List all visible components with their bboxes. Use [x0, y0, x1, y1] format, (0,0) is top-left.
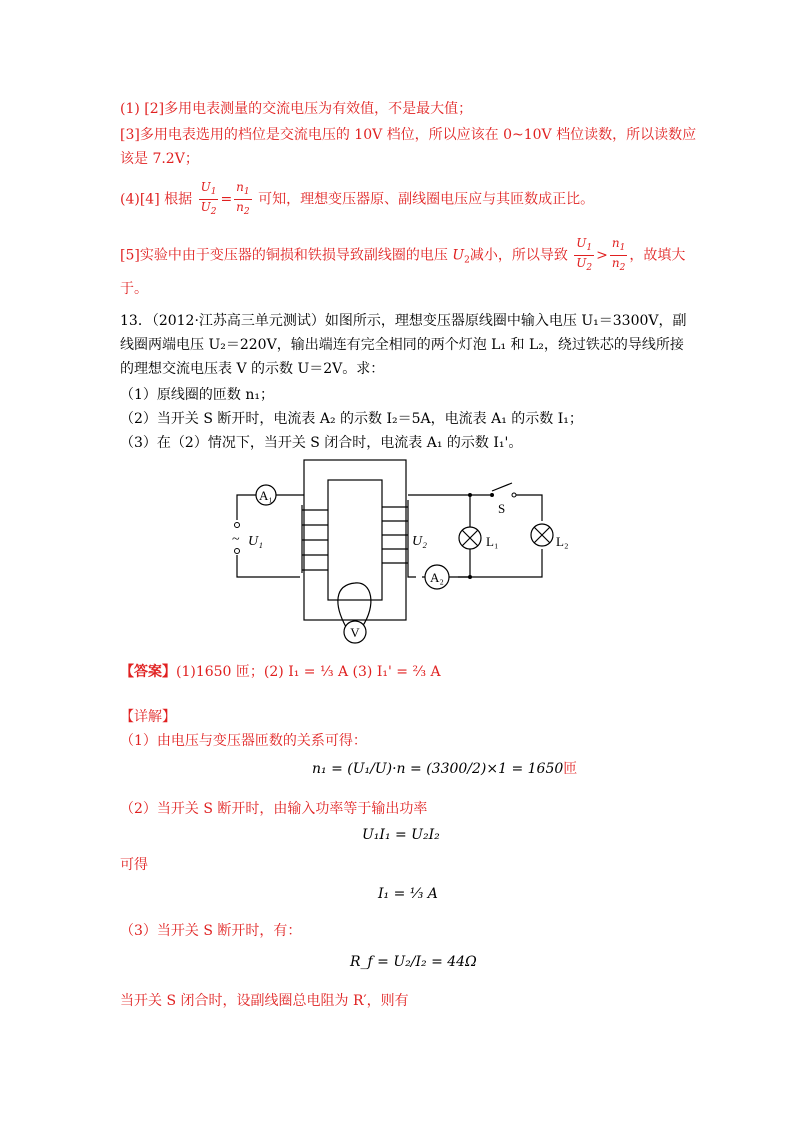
ratio-u1-u2: $\frac{U_1}{U_2}$ — [200, 180, 217, 217]
u2-label: U₂ — [412, 534, 427, 549]
problem-line-3: 的理想交流电压表 V 的示数 U＝2V。求： — [120, 361, 385, 377]
equation-n1: n₁ = (U₁/U)·n = (3300/2)×1 = 1650匝 — [312, 761, 578, 777]
answer-text: (1)1650 匝；(2) I₁ = ⅓ A (3) I₁' = ⅔ A — [176, 664, 441, 680]
answer-line — [120, 663, 441, 681]
detail-step-4: 当开关 S 闭合时，设副线圈总电阻为 R′，则有 — [120, 993, 409, 1009]
ammeter-a2-label: A₂ — [430, 570, 444, 585]
solution-line-2: [3]多用电表选用的档位是交流电压的 10V 档位，所以应该在 0~10V 档位读数，所以读数应 — [120, 127, 697, 143]
voltmeter-v-label: V — [350, 625, 360, 640]
equation-power: U₁I₁ = U₂I₂ — [362, 827, 440, 843]
problem-line-2: 线圈两端电压 U₂＝220V，输出端连有完全相同的两个灯泡 L₁ 和 L₂，绕过铁芯的导线所接 — [120, 337, 684, 353]
u1-label: U₁ — [248, 534, 263, 549]
answer-label: 【答案】 — [120, 664, 176, 680]
switch-s-label: S — [498, 501, 506, 516]
detail-step-3: （3）当开关 S 断开时，有： — [120, 923, 302, 939]
question-1: （1）原线圈的匝数 n₁； — [120, 387, 274, 403]
ammeter-a1-label: A₁ — [259, 488, 273, 503]
detail-step-1: （1）由电压与变压器匝数的关系可得： — [120, 733, 367, 749]
ac-symbol: ~ — [232, 532, 240, 547]
transformer-circuit-diagram — [222, 455, 582, 655]
solution-line-4: (4)[4] 根据 $\frac{U_1}{U_2}$ = $\frac{n_1}{n_2}$ 可知，理想变压器原、副线圈电压应与其匝数成正比。 — [120, 180, 595, 217]
equation-i1: I₁ = ⅓ A — [378, 886, 438, 902]
solution-line-5: [5]实验中由于变压器的铜损和铁损导致副线圈的电压 $U_2$减小，所以导致 $\frac{U_1}{U_2}$ > $\frac{n_1}{n_2}$ ，故填大 — [120, 236, 686, 273]
problem-line-1: 13．（2012·江苏高三单元测试）如图所示，理想变压器原线圈中输入电压 U₁＝3300V，副 — [120, 313, 687, 329]
question-3: （3）在（2）情况下，当开关 S 闭合时，电流表 A₁ 的示数 I₁'。 — [120, 435, 523, 451]
solution-line-6: 于。 — [120, 281, 148, 297]
ratio-n1-n2: $\frac{n_1}{n_2}$ — [236, 180, 250, 217]
detail-label: 【详解】 — [120, 709, 176, 725]
detail-step-2b: 可得 — [120, 857, 148, 873]
solution-line-1: (1) [2]多用电表测量的交流电压为有效值，不是最大值； — [120, 101, 473, 117]
solution-line-3: 该是 7.2V； — [120, 151, 199, 167]
lamp-l1-label: L₁ — [486, 534, 499, 549]
lamp-l2-label: L₂ — [556, 534, 569, 549]
question-2: （2）当开关 S 断开时，电流表 A₂ 的示数 I₂＝5A，电流表 A₁ 的示数 I₁； — [120, 411, 583, 427]
core-inner — [328, 480, 382, 600]
equation-rf: R_f = U₂/I₂ = 44Ω — [350, 954, 477, 970]
detail-step-2: （2）当开关 S 断开时，由输入功率等于输出功率 — [120, 801, 428, 817]
switch-s-blade — [492, 483, 512, 491]
